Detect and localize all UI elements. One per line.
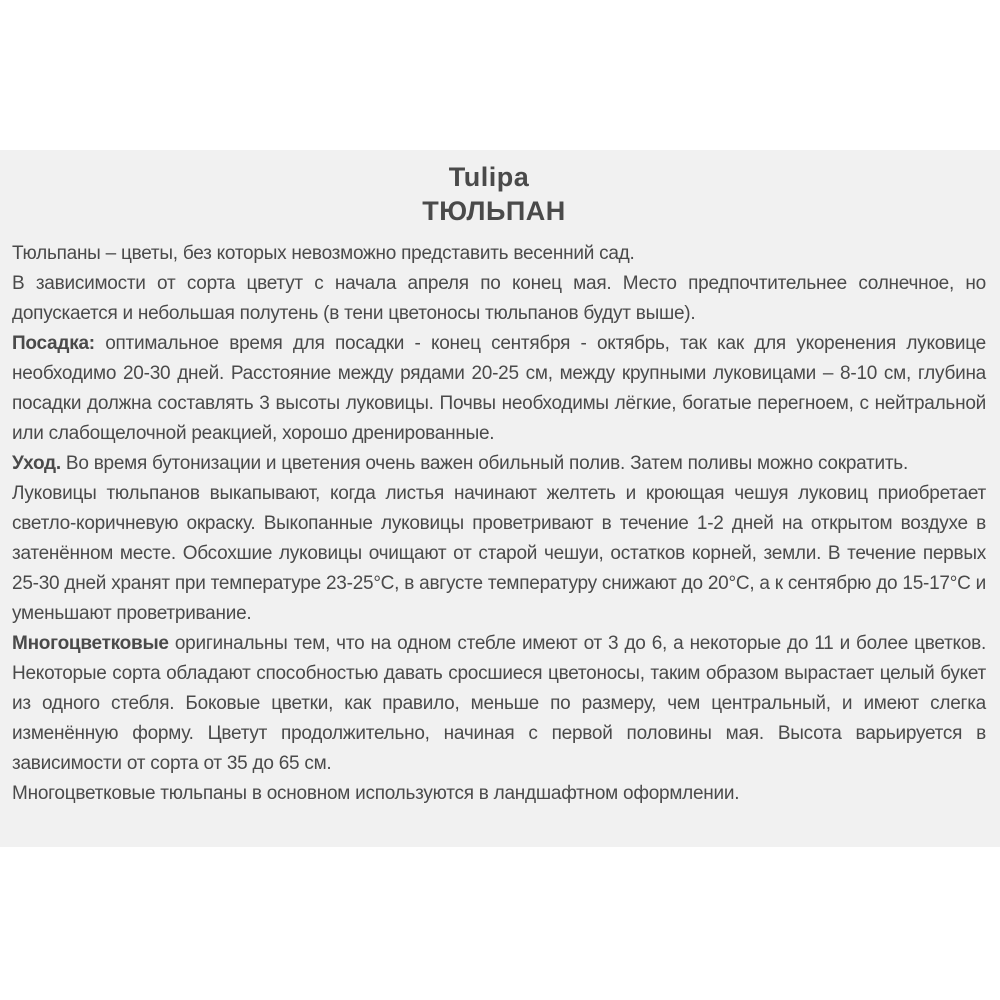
info-card [0, 150, 1000, 847]
description-text [12, 239, 986, 809]
intro-paragraph-1: Тюльпаны – цветы, без которых невозможно представить весенний сад. [12, 243, 635, 264]
title-block [12, 150, 986, 228]
multiflower-text: оригинальны тем, что на одном стебле имеют от 3 до 6, а некоторые до 11 и более цветков. Некоторые сорта обладают способностью давать сросшиеся цветоносы, таким образом вырастает целый букет из одного стебля. Боковые цветки, как правило, меньше по размеру, чем центральный, и имеют слегка изменённую форму. Цветут продолжительно, начиная с первой половины мая. Высота варьируется в зависимости от сорта от 35 до 65 см. [12, 633, 986, 774]
landscape-paragraph: Многоцветковые тюльпаны в основном используются в ландшафтном оформлении. [12, 783, 740, 804]
care-text: Во время бутонизации и цветения очень важен обильный полив. Затем поливы можно сократить. [60, 453, 908, 474]
latin-title: Tulipa [448, 162, 530, 192]
care-paragraph [12, 449, 986, 479]
multiflower-paragraph [12, 629, 986, 779]
care-label: Уход. [12, 453, 61, 474]
storage-paragraph: Луковицы тюльпанов выкапывают, когда листья начинают желтеть и кроющая чешуя луковиц приобретает светло-коричневую окраску. Выкопанные луковицы проветривают в течение 1-2 дней на открытом воздухе в затенённом месте. Обсохшие луковицы очищают от старой чешуи, остатков корней, земли. В течение первых 25-30 дней хранят при температуре 23-25°С, в августе температуру снижают до 20°С, а к сентябрю до 15-17°С и уменьшают проветривание. [12, 483, 986, 624]
planting-label: Посадка: [12, 333, 95, 354]
multiflower-label: Многоцветковые [12, 633, 169, 654]
russian-title: ТЮЛЬПАН [422, 196, 566, 226]
intro-paragraph-2: В зависимости от сорта цветут с начала апреля по конец мая. Место предпочтительнее солнечное, но допускается и небольшая полутень (в тени цветоносы тюльпанов будут выше). [12, 273, 986, 324]
planting-paragraph [12, 329, 986, 449]
planting-text: оптимальное время для посадки - конец сентября - октябрь, так как для укоренения луковице необходимо 20-30 дней. Расстояние между рядами 20-25 см, между крупными луковицами – 8-10 см, глубина посадки должна составлять 3 высоты луковицы. Почвы необходимы лёгкие, богатые перегноем, с нейтральной или слабощелочной реакцией, хорошо дренированные. [12, 333, 986, 444]
